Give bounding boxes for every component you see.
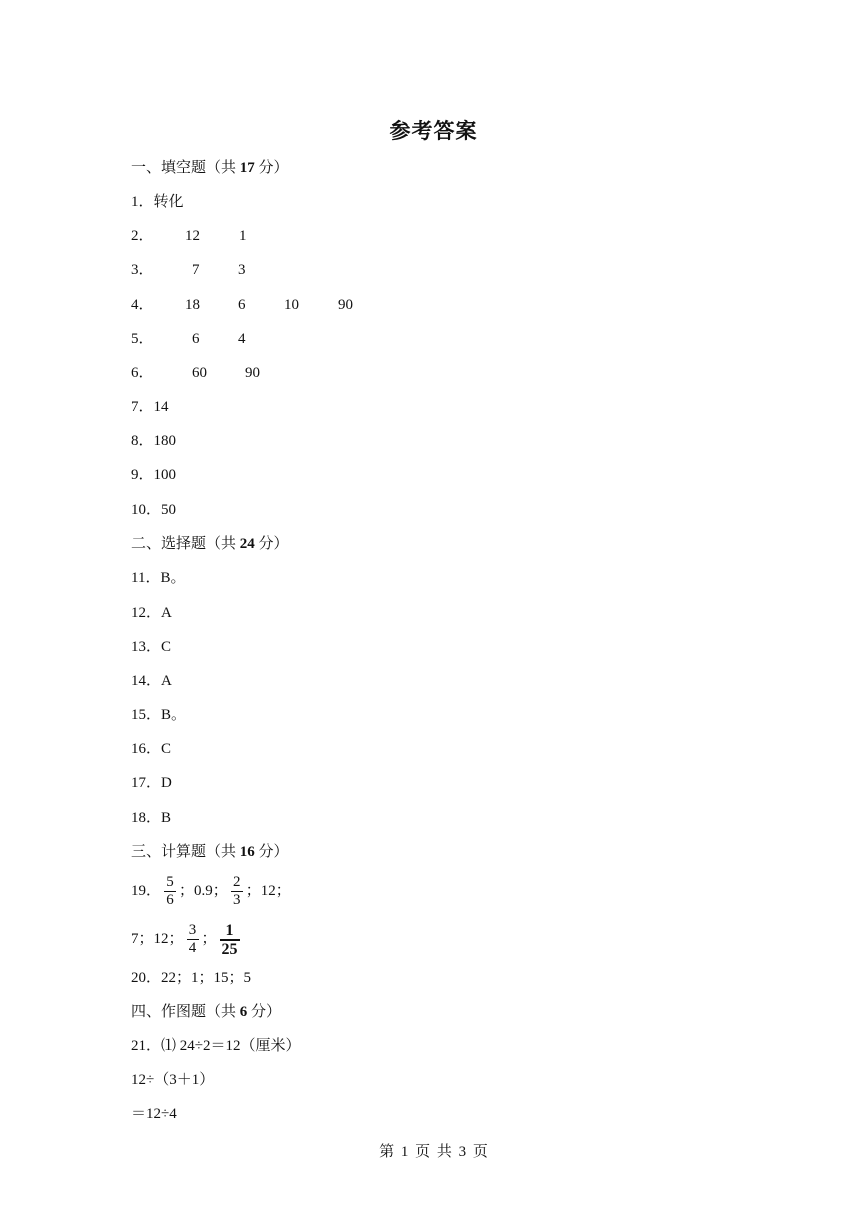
answer-15 <box>131 705 186 725</box>
fraction <box>187 922 199 957</box>
page-footer: 第 1 页 共 3 页 <box>379 1144 488 1160</box>
answer-label: 5． <box>131 331 154 347</box>
answer-label: 13． <box>131 639 162 655</box>
answer-value: C <box>161 639 172 655</box>
answer-label: 10． <box>131 502 162 518</box>
answer-16 <box>131 739 171 759</box>
answer-label: 8． <box>131 433 154 449</box>
page-title: 参考答案 <box>389 119 478 143</box>
answer-6 <box>131 363 260 383</box>
answer-label: 20． <box>131 970 162 986</box>
answer-label: 17． <box>131 775 162 791</box>
answer-21-line-3: ＝12÷4 <box>131 1106 177 1122</box>
section-suffix: 分） <box>247 1004 282 1020</box>
answer-2 <box>131 226 247 246</box>
section-suffix: 分） <box>254 160 289 176</box>
answer-value: 转化 <box>153 194 184 210</box>
answer-value: 100 <box>153 467 177 483</box>
section-heading-choice <box>131 534 289 554</box>
answer-value: 12 <box>185 228 200 244</box>
answer-value: A <box>161 673 172 689</box>
section-suffix: 分） <box>254 844 289 860</box>
answer-value: A <box>161 605 172 621</box>
answer-value: 90 <box>338 297 353 313</box>
answer-4 <box>131 295 353 315</box>
answer-value: ⑴ 24÷2＝12（厘米） <box>161 1038 301 1054</box>
answer-value: B <box>161 810 172 826</box>
answer-13 <box>131 637 171 657</box>
answer-10 <box>131 500 176 520</box>
answer-1 <box>131 192 184 212</box>
answer-8 <box>131 431 176 451</box>
answer-label: 1． <box>131 194 154 210</box>
answer-label: 16． <box>131 741 162 757</box>
answer-value: 180 <box>153 433 177 449</box>
section-points: 16 <box>239 844 255 860</box>
section-points: 24 <box>239 536 255 552</box>
answer-11 <box>131 568 185 588</box>
section-heading-drawing <box>131 1002 281 1022</box>
answer-21-line-2: 12÷（3＋1） <box>131 1072 215 1088</box>
section-points: 6 <box>239 1004 248 1020</box>
answer-value: 6 <box>238 297 246 313</box>
answer-9 <box>131 465 176 485</box>
section-prefix: 三、计算题（共 <box>131 844 240 860</box>
answer-value: 90 <box>245 365 260 381</box>
answer-12 <box>131 603 172 623</box>
fraction <box>220 922 240 958</box>
answer-value: D <box>161 775 172 791</box>
fraction-numerator: 3 <box>188 922 197 939</box>
fraction-denominator: 4 <box>188 940 197 957</box>
answer-label: 4． <box>131 297 154 313</box>
section-prefix: 一、填空题（共 <box>131 160 240 176</box>
answer-label: 2． <box>131 228 154 244</box>
answer-value: 7 <box>192 262 200 278</box>
answer-20 <box>131 968 251 988</box>
answer-value: 18 <box>185 297 200 313</box>
answer-7 <box>131 397 169 417</box>
section-heading-fill-in <box>131 158 289 178</box>
answer-value: 1 <box>239 228 247 244</box>
answer-value: 14 <box>153 399 169 415</box>
fraction-numerator: 1 <box>225 921 234 939</box>
section-points: 17 <box>239 160 255 176</box>
answer-value: ；0.9； <box>179 883 228 899</box>
fraction <box>164 874 176 909</box>
answer-label: 11． <box>131 570 161 586</box>
fraction <box>231 874 243 909</box>
answer-label: 3． <box>131 262 154 278</box>
answer-19-line-1 <box>131 872 291 910</box>
answer-value: ； <box>201 931 217 947</box>
answer-19-line-2 <box>131 920 243 958</box>
answer-label: 21． <box>131 1038 162 1054</box>
answer-17 <box>131 773 172 793</box>
answer-label: 9． <box>131 467 154 483</box>
section-suffix: 分） <box>254 536 289 552</box>
fraction-denominator: 6 <box>166 892 174 909</box>
answer-value: C <box>161 741 172 757</box>
answer-label: 14． <box>131 673 162 689</box>
answer-value: 10 <box>284 297 299 313</box>
answer-value: 3 <box>238 262 246 278</box>
answer-label: 12． <box>131 605 162 621</box>
answer-value: B。 <box>160 570 186 586</box>
answer-value: 60 <box>192 365 207 381</box>
answer-value: 22；1；15；5 <box>161 970 252 986</box>
answer-value: 6 <box>192 331 200 347</box>
section-prefix: 四、作图题（共 <box>131 1004 240 1020</box>
answer-label: 15． <box>131 707 162 723</box>
answer-value: 50 <box>161 502 177 518</box>
answer-5 <box>131 329 246 349</box>
answer-label: 6． <box>131 365 154 381</box>
fraction-denominator: 25 <box>221 940 238 958</box>
fraction-denominator: 3 <box>233 892 241 909</box>
section-prefix: 二、选择题（共 <box>131 536 240 552</box>
answer-label: 18． <box>131 810 162 826</box>
answer-value: ；12； <box>245 883 291 899</box>
answer-label: 7． <box>131 399 154 415</box>
fraction-numerator: 2 <box>233 874 241 891</box>
answer-21 <box>131 1036 301 1056</box>
answer-value: 4 <box>238 331 246 347</box>
answer-value: 7；12； <box>131 931 184 947</box>
section-heading-calculation <box>131 842 289 862</box>
answer-18 <box>131 808 171 828</box>
fraction-numerator: 5 <box>166 874 174 891</box>
answer-3 <box>131 260 246 280</box>
answer-14 <box>131 671 172 691</box>
answer-label: 19． <box>131 883 162 899</box>
answer-value: B。 <box>161 707 187 723</box>
